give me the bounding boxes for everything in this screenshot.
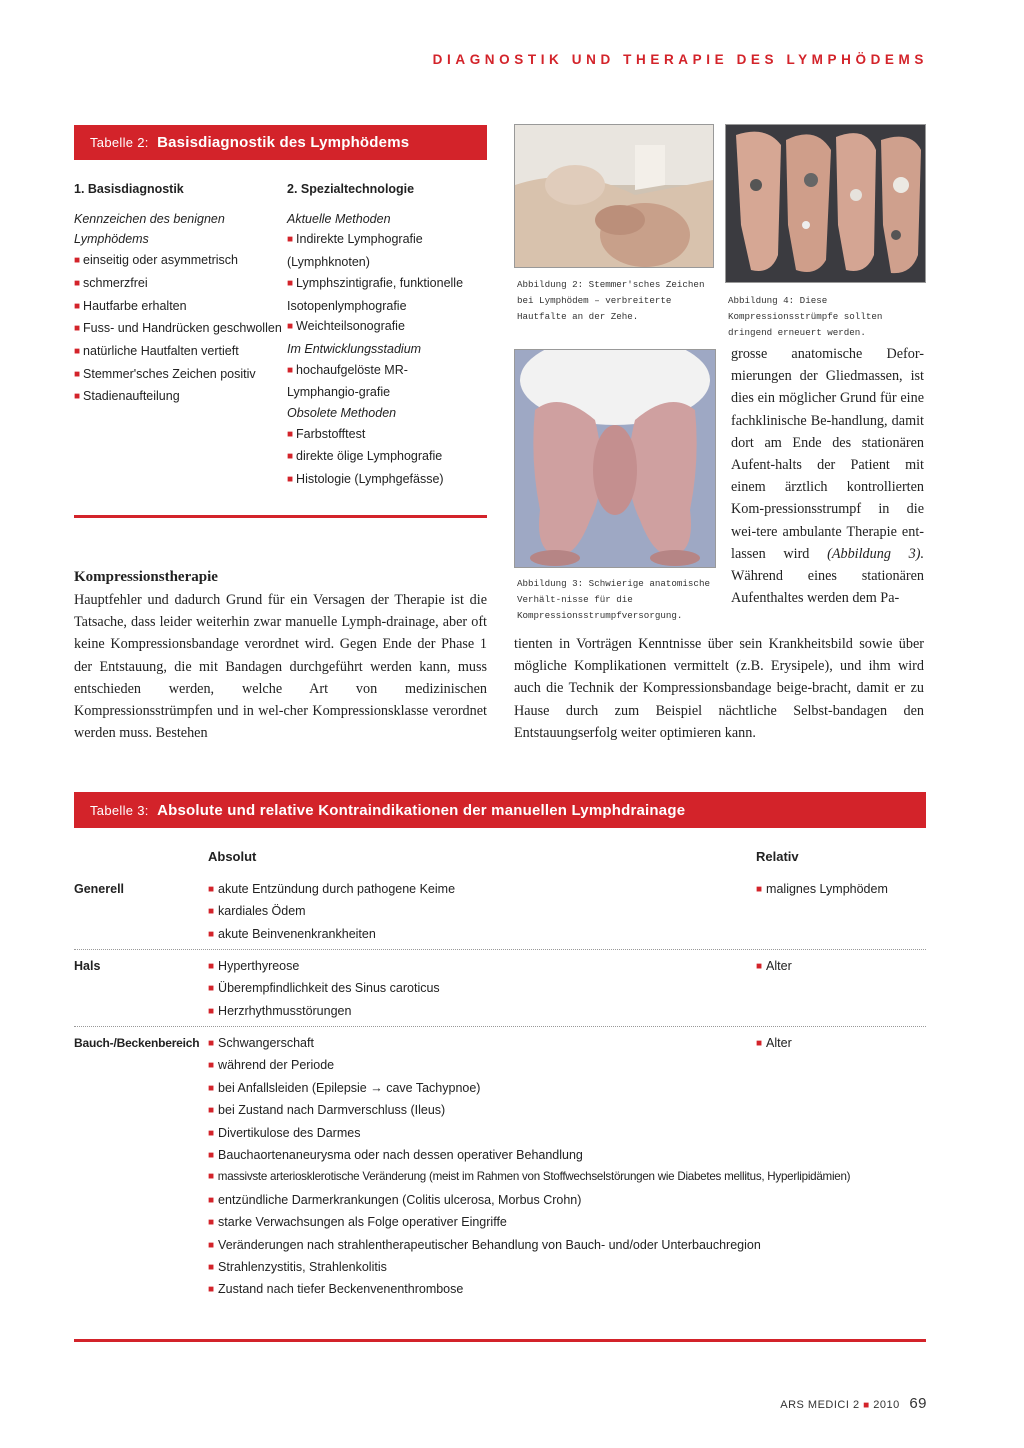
list-item: ■ Veränderungen nach strahlentherapeutischer Behandlung von Bauch- und/oder Unterbauchregion <box>208 1234 928 1256</box>
figure-reference: (Abbildung 3). <box>827 545 924 562</box>
body-bottom-right: tienten in Vorträgen Kenntnisse über sein Krankheitsbild sowie über mögliche Komplikationen vermittelt (z.B. Erysipele), und ihm wird auch die Technik der Kompressionsbandage beige-bracht, damit er zu Hause durch zum Beispiel nächtliche Selbst-bandagen den Entstauungserfolg weiter optimieren kann. <box>514 636 924 741</box>
body-right-text: grosse anatomische Defor-mierungen der Gliedmassen, ist dies ein möglicher Grund für eine fachklinische Be-handlung, damit dort am Ende des stationären Aufent-halts der Patient mit einem ärztlich kontrollierten Kom-pressionsstrumpf in die wei-tere ambulante Therapie ent-lassen wird <box>731 346 924 562</box>
list-item: ■ einseitig oder asymmetrisch <box>74 250 304 273</box>
table3-bottom-rule <box>74 1339 926 1342</box>
list-item: ■ Lymphszintigrafie, funktionelle Isotopenlymphografie <box>287 273 472 316</box>
body-right-text-cont: Während eines stationären Aufenthaltes werden dem Pa- <box>731 568 924 607</box>
table2-title-bar <box>74 125 487 160</box>
body-right-column <box>731 343 924 609</box>
list-item: ■ Stadienaufteilung <box>74 386 304 409</box>
figure2-photo <box>514 124 714 268</box>
list-item: ■ hochaufgelöste MR-Lymphangio-grafie <box>287 360 477 403</box>
list-item: ■ während der Periode <box>208 1054 928 1076</box>
figure3-caption: Abbildung 3: Schwierige anatomische Verhält-nisse für die Kompressionsstrumpfversorgung. <box>517 578 710 621</box>
list-item: ■ Hyperthyreose <box>208 955 928 977</box>
list-item: ■ Divertikulose des Darmes <box>208 1122 928 1144</box>
list-item: ■ Histologie (Lymphgefässe) <box>287 469 487 492</box>
list-item: ■ Schwangerschaft <box>208 1032 928 1054</box>
list-item: ■ Fuss- und Handrücken geschwollen <box>74 318 304 341</box>
journal-name: ARS MEDICI 2 <box>780 1399 860 1411</box>
table2-title: Basisdiagnostik des Lymphödems <box>157 134 410 151</box>
absolut-list <box>208 1032 928 1301</box>
table2-group-heading: Im Entwicklungsstadium <box>287 341 422 356</box>
table3-title: Absolute und relative Kontraindikationen der manuellen Lymphdrainage <box>157 802 686 819</box>
section-heading: Kompressionstherapie <box>74 569 218 585</box>
table2-col-basis <box>74 179 304 409</box>
relativ-list <box>756 955 792 977</box>
list-item: ■ schmerzfrei <box>74 273 304 296</box>
list-item: ■ Stemmer'sches Zeichen positiv <box>74 364 304 387</box>
list-item: ■ natürliche Hautfalten vertieft <box>74 341 304 364</box>
list-item: ■ Überempfindlichkeit des Sinus caroticus <box>208 977 928 999</box>
list-item: ■ Strahlenzystitis, Strahlenkolitis <box>208 1256 928 1278</box>
table2-col1-heading: 1. Basisdiagnostik <box>74 182 184 196</box>
list-item: ■ Alter <box>756 1032 792 1054</box>
list-item: ■ bei Anfallsleiden (Epilepsie → cave Tachypnoe) <box>208 1077 928 1099</box>
running-title: DIAGNOSTIK UND THERAPIE DES LYMPHÖDEMS <box>432 52 928 67</box>
table2-prefix: Tabelle 2: <box>90 135 149 150</box>
row-divider <box>74 949 926 950</box>
table2-col-spezial <box>287 179 487 492</box>
table3-prefix: Tabelle 3: <box>90 803 149 818</box>
list-item: ■ Zustand nach tiefer Beckenvenenthrombose <box>208 1278 928 1300</box>
relativ-list <box>756 878 888 900</box>
table3-title-bar <box>74 792 926 828</box>
row-label: Bauch-/Beckenbereich <box>74 1036 200 1050</box>
page-number: 69 <box>909 1395 927 1412</box>
list-item: ■ Bauchaortenaneurysma oder nach dessen operativer Behandlung <box>208 1144 928 1166</box>
list-item: ■ kardiales Ödem <box>208 900 928 922</box>
list-item: ■ starke Verwachsungen als Folge operativer Eingriffe <box>208 1211 928 1233</box>
row-label: Generell <box>74 882 125 896</box>
figure2-caption: Abbildung 2: Stemmer'sches Zeichen bei Lymphödem – verbreiterte Hautfalte an der Zehe. <box>517 279 705 322</box>
list-item: ■ Hautfarbe erhalten <box>74 296 304 319</box>
list-item: ■ akute Entzündung durch pathogene Keime <box>208 878 928 900</box>
table3-col-absolut: Absolut <box>208 849 257 864</box>
relativ-list <box>756 1032 792 1054</box>
list-item: ■ entzündliche Darmerkrankungen (Colitis ulcerosa, Morbus Crohn) <box>208 1189 928 1211</box>
table2-bottom-rule <box>74 515 487 518</box>
row-divider <box>74 1026 926 1027</box>
list-item: ■ bei Zustand nach Darmverschluss (Ileus) <box>208 1099 928 1121</box>
table3-col-relativ: Relativ <box>756 849 799 864</box>
journal-year: 2010 <box>873 1399 900 1411</box>
list-item: ■ direkte ölige Lymphografie <box>287 446 487 469</box>
table2-group-heading: Obsolete Methoden <box>287 406 397 421</box>
body-left-column: Hauptfehler und dadurch Grund für ein Versagen der Therapie ist die Tatsache, dass leider weiterhin zwar manuelle Lymph-drainage, aber oft keine Kompressionsbandage verordnet wird. Gegen Ende der Phase 1 der Entstauung, die mit Bandagen durchgeführt werden kann, muss entschieden werden, welche Art von medizinischen Kompressionsstrümpfen und in wel-cher Kompressionsklasse verordnet werden muss. Bestehen <box>74 592 487 742</box>
list-item: ■ akute Beinvenenkrankheiten <box>208 923 928 945</box>
figure4-photo <box>725 124 926 283</box>
table2-col2-heading: 2. Spezialtechnologie <box>287 182 415 196</box>
figure3-photo <box>514 349 716 568</box>
row-label: Hals <box>74 959 101 973</box>
page-footer <box>780 1395 927 1412</box>
list-item: ■ Alter <box>756 955 792 977</box>
list-item: ■ Farbstofftest <box>287 424 487 447</box>
list-item: ■ Indirekte Lymphografie (Lymphknoten) <box>287 229 447 272</box>
list-item: ■ Herzrhythmusstörungen <box>208 1000 928 1022</box>
table2-group-heading: Aktuelle Methoden <box>287 211 391 226</box>
list-item: ■ massivste arteriosklerotische Veränderung (meist im Rahmen von Stoffwechselstörungen wie Diabetes mellitus, Hyperlipidämien) <box>208 1166 928 1188</box>
list-item: ■ Weichteilsonografie <box>287 316 487 339</box>
list-item: ■ malignes Lymphödem <box>756 878 888 900</box>
footer-square-icon: ■ <box>863 1400 870 1411</box>
absolut-list <box>208 955 928 1022</box>
figure4-caption: Abbildung 4: Diese Kompressionsstrümpfe sollten dringend erneuert werden. <box>728 295 883 338</box>
table2-col1-subheading: Kennzeichen des benignen Lymphödems <box>74 211 225 247</box>
